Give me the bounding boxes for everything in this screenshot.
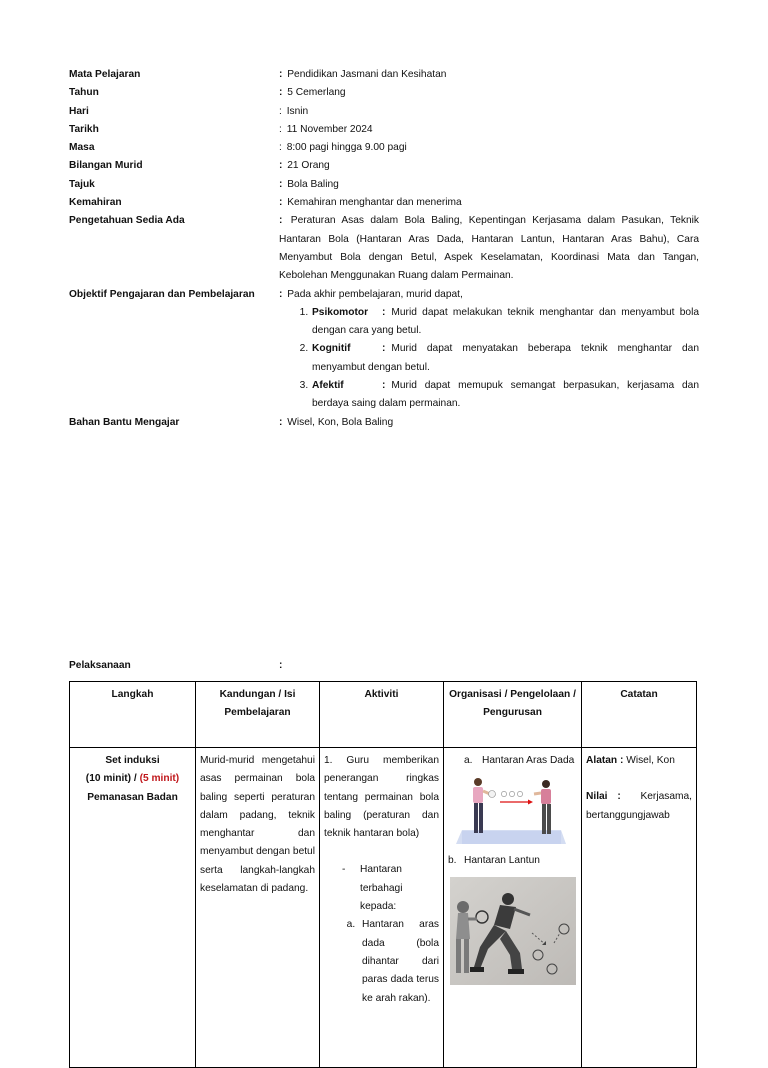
langkah-cell [70, 748, 196, 1068]
lesson-plan-table [69, 681, 697, 1068]
pelaksanaan-heading [69, 660, 709, 671]
pelaksanaan-label: Pelaksanaan [69, 660, 131, 671]
aktiviti-alpha-list [324, 916, 439, 1007]
info-value: Wisel, Kon, Bola Baling [287, 416, 394, 428]
org-item-a: a. Hantaran Aras Dada [464, 755, 575, 766]
bounce-pass-photo [450, 877, 576, 985]
objektif-intro: Pada akhir pembelajaran, murid dapat, [287, 288, 463, 300]
info-label: Tahun [69, 87, 99, 99]
catatan-alatan: Alatan : Wisel, Kon [586, 755, 675, 766]
lesson-info [69, 66, 699, 432]
table-header-row [70, 682, 697, 748]
chest-pass-image [456, 776, 566, 846]
aktiviti-intro: 1. Guru memberikan penerangan ringkas tentang permainan bola baling (peraturan dan teknik hantaran bola) [324, 755, 440, 840]
info-row: Tahun : 5 Cemerlang [69, 84, 699, 102]
info-value: 8:00 pagi hingga 9.00 pagi [286, 142, 407, 154]
info-label: Kemahiran [69, 197, 122, 209]
info-label: Tarikh [69, 123, 99, 135]
info-value: Peraturan Asas dalam Bola Baling, Kepentingan Kerjasama dalam Pasukan, Teknik Hantaran Bola (Hantaran Aras Dada, Hantaran Lantun, Hantaran Aras Bahu), Cara Menyambut Bola dengan Betul, Aspek Keselamatan, Koordinasi Mata dan Tangan, Kebolehan Menggunakan Ruang dalam Permainan. [279, 215, 699, 282]
objektif-item: 2. Kognitif : Murid dapat menyatakan beberapa teknik menghantar dan menyambut dengan betul. [311, 340, 699, 377]
info-row: Tajuk : Bola Baling [69, 176, 699, 194]
objektif-item: 1. Psikomotor : Murid dapat melakukan teknik menghantar dan menyambut bola dengan cara yang betul. [311, 304, 699, 341]
catatan-nilai: Nilai : Kerjasama, bertanggungjawab [586, 791, 692, 821]
info-row-bahan: Bahan Bantu Mengajar : Wisel, Kon, Bola Baling [69, 414, 699, 432]
info-row: Mata Pelajaran : Pendidikan Jasmani dan Kesihatan [69, 66, 699, 84]
info-value: 11 November 2024 [286, 123, 373, 135]
catatan-cell [582, 748, 697, 1068]
info-value: 21 Orang [287, 160, 330, 172]
col-header: Langkah [70, 682, 196, 748]
info-row-objektif: Objektif Pengajaran dan Pembelajaran : Pada akhir pembelajaran, murid dapat, [69, 286, 699, 304]
objektif-list [277, 304, 699, 414]
info-value: Pendidikan Jasmani dan Kesihatan [287, 69, 447, 80]
info-label: Tajuk [69, 178, 95, 190]
info-label: Hari [69, 105, 89, 117]
organisasi-cell [444, 748, 582, 1068]
langkah-title: Set induksi [105, 755, 160, 766]
col-header: Organisasi / Pengelolaan / Pengurusan [444, 682, 582, 748]
info-row: Masa : 8:00 pagi hingga 9.00 pagi [69, 139, 699, 157]
list-item: - Hantaran terbahagi kepada: [342, 864, 403, 913]
info-label: Bahan Bantu Mengajar [69, 416, 180, 428]
info-label: Bilangan Murid [69, 160, 143, 172]
info-value: Isnin [286, 105, 309, 117]
aktiviti-cell [320, 748, 444, 1068]
org-item-b: b. Hantaran Lantun [448, 855, 540, 867]
table-row [70, 748, 697, 1068]
aktiviti-dash-list [324, 861, 439, 916]
info-label: Mata Pelajaran [69, 69, 141, 80]
col-header: Catatan [582, 682, 697, 748]
info-label: Masa [69, 142, 95, 154]
info-row: Kemahiran : Kemahiran menghantar dan menerima [69, 194, 699, 212]
objektif-item: 3. Afektif : Murid dapat memupuk semangat berpasukan, kerjasama dan berdaya saing dalam permainan. [311, 377, 699, 414]
pelaksanaan-colon: : [279, 660, 283, 671]
col-header: Kandungan / Isi Pembelajaran [196, 682, 320, 748]
info-value: Bola Baling [287, 178, 339, 190]
kandungan-cell: Murid-murid mengetahui asas permainan bola baling seperti peraturan dalam padang, teknik menghantar dan menyambut dengan betul serta langkah-langkah keselamatan di padang. [196, 748, 320, 1068]
list-item: a. Hantaran aras dada (bola dihantar dari paras dada terus ke arah rakan). [358, 916, 439, 1007]
bounce-pass-image [450, 877, 576, 985]
info-row: Tarikh : 11 November 2024 [69, 121, 699, 139]
info-label: Objektif Pengajaran dan Pembelajaran [69, 288, 255, 300]
info-row: Pengetahuan Sedia Ada : Peraturan Asas dalam Bola Baling, Kepentingan Kerjasama dalam Pasukan, Teknik Hantaran Bola (Hantaran Aras Dada, Hantaran Lantun, Hantaran Aras Bahu), Cara Menyambut Bola dengan Betul, Aspek Keselamatan, Koordinasi Mata dan Tangan, Kebolehan Menggunakan Ruang dalam Permainan. [69, 212, 699, 285]
info-value: Kemahiran menghantar dan menerima [287, 197, 462, 209]
info-label: Pengetahuan Sedia Ada [69, 215, 185, 227]
col-header: Aktiviti [320, 682, 444, 748]
info-row: Bilangan Murid : 21 Orang [69, 157, 699, 175]
info-row: Hari : Isnin [69, 103, 699, 121]
langkah-sub: Pemanasan Badan [87, 791, 178, 803]
info-value: 5 Cemerlang [287, 87, 346, 99]
chest-pass-illustration [456, 776, 566, 846]
langkah-time: (10 minit) / (5 minit) [85, 773, 180, 785]
